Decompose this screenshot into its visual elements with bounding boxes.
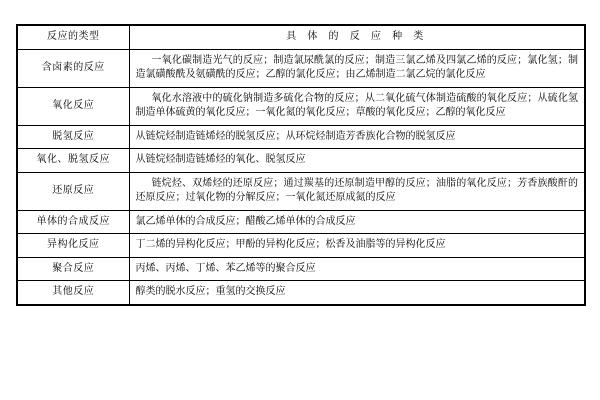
table-row bbox=[17, 125, 585, 149]
cell-reaction-type: 脱氢反应 bbox=[17, 125, 129, 149]
cell-reaction-detail: 链烷烃、双烯烃的还原反应；通过羰基的还原制造甲醇的反应；油脂的氧化反应；芳香族酸酐的还原反应；过氧化物的分解反应；一氧化氮还原成氮的反应 bbox=[129, 172, 585, 210]
cell-reaction-type: 异构化反应 bbox=[17, 234, 129, 258]
table-row bbox=[17, 172, 585, 210]
table-row bbox=[17, 87, 585, 125]
table-header-row bbox=[17, 25, 585, 49]
cell-reaction-type: 含卤素的反应 bbox=[17, 49, 129, 87]
column-header-type: 反应的类型 bbox=[17, 25, 129, 49]
table-body bbox=[17, 49, 585, 305]
table-row bbox=[17, 210, 585, 234]
table-row bbox=[17, 149, 585, 173]
cell-reaction-detail: 氯乙烯单体的合成反应；醋酸乙烯单体的合成反应 bbox=[129, 210, 585, 234]
table-row bbox=[17, 257, 585, 281]
table-row bbox=[17, 281, 585, 305]
cell-reaction-detail: 从链烷烃制造链烯烃的氧化、脱氢反应 bbox=[129, 149, 585, 173]
cell-reaction-detail: 氧化水溶液中的硫化钠制造多硫化合物的反应；从二氧化硫气体制造硫酸的氧化反应；从硫化氢制造单体硫黄的氧化反应；一氧化氮的氧化反应；草酸的氧化反应；乙醇的氧化反应 bbox=[129, 87, 585, 125]
cell-reaction-type: 氧化反应 bbox=[17, 87, 129, 125]
table-header bbox=[17, 25, 585, 49]
cell-reaction-type: 单体的合成反应 bbox=[17, 210, 129, 234]
cell-reaction-detail: 一氧化碳制造光气的反应；制造氯尿酰氯的反应；制造三氯乙烯及四氯乙烯的反应；氯化氢；制造氯磺酸酰及氨磺酰的反应；乙醇的氯化反应；由乙烯制造二氯乙烷的氯化反应 bbox=[129, 49, 585, 87]
cell-reaction-type: 氧化、脱氢反应 bbox=[17, 149, 129, 173]
cell-reaction-detail: 醇类的脱水反应；重氢的交换反应 bbox=[129, 281, 585, 305]
cell-reaction-type: 其他反应 bbox=[17, 281, 129, 305]
cell-reaction-detail: 从链烷烃制造链烯烃的脱氢反应；从环烷烃制造芳香族化合物的脱氢反应 bbox=[129, 125, 585, 149]
table-row bbox=[17, 49, 585, 87]
cell-reaction-type: 还原反应 bbox=[17, 172, 129, 210]
cell-reaction-detail: 丁二烯的异构化反应；甲酚的异构化反应；松香及油脂等的异构化反应 bbox=[129, 234, 585, 258]
column-header-detail: 具 体 的 反 应 种 类 bbox=[129, 25, 585, 49]
cell-reaction-detail: 丙烯、丙烯、丁烯、苯乙烯等的聚合反应 bbox=[129, 257, 585, 281]
reaction-types-table bbox=[16, 24, 586, 306]
table-row bbox=[17, 234, 585, 258]
cell-reaction-type: 聚合反应 bbox=[17, 257, 129, 281]
